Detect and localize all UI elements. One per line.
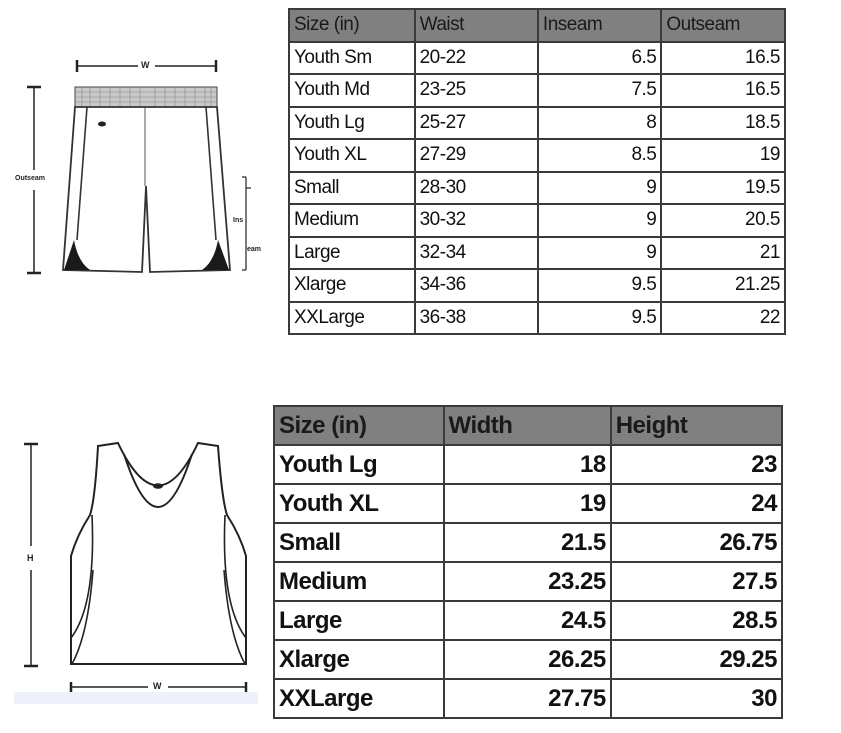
size-cell: Youth Lg bbox=[274, 445, 444, 484]
tank-diagram bbox=[0, 420, 270, 710]
waist-cell: 23-25 bbox=[415, 74, 538, 107]
inseam-cell: 6.5 bbox=[538, 42, 661, 75]
width-cell: 18 bbox=[444, 445, 611, 484]
waist-cell: 27-29 bbox=[415, 139, 538, 172]
waist-cell: 30-32 bbox=[415, 204, 538, 237]
inseam-cell: 9 bbox=[538, 172, 661, 205]
size-cell: Xlarge bbox=[289, 269, 415, 302]
shorts-width-label: W bbox=[141, 60, 150, 70]
column-header-waist: Waist bbox=[415, 9, 538, 42]
table-row bbox=[289, 139, 785, 172]
inseam-cell: 7.5 bbox=[538, 74, 661, 107]
size-cell: Xlarge bbox=[274, 640, 444, 679]
size-cell: Small bbox=[289, 172, 415, 205]
outseam-cell: 19.5 bbox=[661, 172, 785, 205]
waist-cell: 20-22 bbox=[415, 42, 538, 75]
waist-cell: 32-34 bbox=[415, 237, 538, 270]
waist-cell: 36-38 bbox=[415, 302, 538, 335]
waist-cell: 34-36 bbox=[415, 269, 538, 302]
width-cell: 27.75 bbox=[444, 679, 611, 718]
size-cell: Medium bbox=[289, 204, 415, 237]
shorts-outline-icon bbox=[0, 0, 280, 290]
size-cell: Medium bbox=[274, 562, 444, 601]
waist-cell: 25-27 bbox=[415, 107, 538, 140]
height-cell: 27.5 bbox=[611, 562, 782, 601]
outseam-cell: 19 bbox=[661, 139, 785, 172]
inseam-cell: 8 bbox=[538, 107, 661, 140]
size-cell: Small bbox=[274, 523, 444, 562]
height-cell: 26.75 bbox=[611, 523, 782, 562]
table-row bbox=[289, 204, 785, 237]
tank-height-label: H bbox=[27, 553, 34, 563]
inseam-cell: 9 bbox=[538, 237, 661, 270]
shorts-inseam-label-top: Ins bbox=[233, 217, 244, 224]
width-cell: 23.25 bbox=[444, 562, 611, 601]
column-header-size: Size (in) bbox=[289, 9, 415, 42]
outseam-cell: 22 bbox=[661, 302, 785, 335]
column-header-outseam: Outseam bbox=[661, 9, 785, 42]
table-row bbox=[289, 172, 785, 205]
table-row bbox=[274, 601, 782, 640]
table-row bbox=[274, 445, 782, 484]
inseam-cell: 8.5 bbox=[538, 139, 661, 172]
inseam-cell: 9.5 bbox=[538, 269, 661, 302]
width-cell: 24.5 bbox=[444, 601, 611, 640]
table-row bbox=[274, 679, 782, 718]
height-cell: 30 bbox=[611, 679, 782, 718]
height-cell: 24 bbox=[611, 484, 782, 523]
outseam-cell: 21.25 bbox=[661, 269, 785, 302]
table-row bbox=[289, 302, 785, 335]
table-row bbox=[274, 523, 782, 562]
outseam-cell: 16.5 bbox=[661, 74, 785, 107]
size-cell: Youth XL bbox=[274, 484, 444, 523]
height-cell: 29.25 bbox=[611, 640, 782, 679]
outseam-cell: 21 bbox=[661, 237, 785, 270]
tank-top-outline-icon bbox=[0, 420, 270, 710]
tank-size-table bbox=[273, 405, 783, 719]
size-cell: Large bbox=[274, 601, 444, 640]
size-cell: XXLarge bbox=[274, 679, 444, 718]
width-cell: 21.5 bbox=[444, 523, 611, 562]
shorts-inseam-label-bottom: eam bbox=[247, 246, 262, 253]
table-row bbox=[289, 269, 785, 302]
table-header-row bbox=[289, 9, 785, 42]
shorts-size-table bbox=[288, 8, 786, 335]
table-row bbox=[274, 640, 782, 679]
table-row bbox=[289, 74, 785, 107]
outseam-cell: 20.5 bbox=[661, 204, 785, 237]
table-row bbox=[289, 107, 785, 140]
outseam-cell: 18.5 bbox=[661, 107, 785, 140]
tank-width-label: W bbox=[153, 681, 162, 691]
table-row bbox=[274, 484, 782, 523]
table-row bbox=[274, 562, 782, 601]
shorts-diagram bbox=[0, 0, 280, 290]
shorts-outseam-label: Outseam bbox=[15, 175, 45, 182]
inseam-cell: 9.5 bbox=[538, 302, 661, 335]
size-cell: Youth Sm bbox=[289, 42, 415, 75]
inseam-cell: 9 bbox=[538, 204, 661, 237]
size-cell: Youth XL bbox=[289, 139, 415, 172]
height-cell: 23 bbox=[611, 445, 782, 484]
width-cell: 19 bbox=[444, 484, 611, 523]
width-cell: 26.25 bbox=[444, 640, 611, 679]
size-cell: Youth Lg bbox=[289, 107, 415, 140]
table-header-row bbox=[274, 406, 782, 445]
table-row bbox=[289, 237, 785, 270]
table-row bbox=[289, 42, 785, 75]
size-cell: Youth Md bbox=[289, 74, 415, 107]
column-header-width: Width bbox=[444, 406, 611, 445]
waist-cell: 28-30 bbox=[415, 172, 538, 205]
height-cell: 28.5 bbox=[611, 601, 782, 640]
size-cell: XXLarge bbox=[289, 302, 415, 335]
column-header-size: Size (in) bbox=[274, 406, 444, 445]
column-header-height: Height bbox=[611, 406, 782, 445]
column-header-inseam: Inseam bbox=[538, 9, 661, 42]
size-cell: Large bbox=[289, 237, 415, 270]
outseam-cell: 16.5 bbox=[661, 42, 785, 75]
